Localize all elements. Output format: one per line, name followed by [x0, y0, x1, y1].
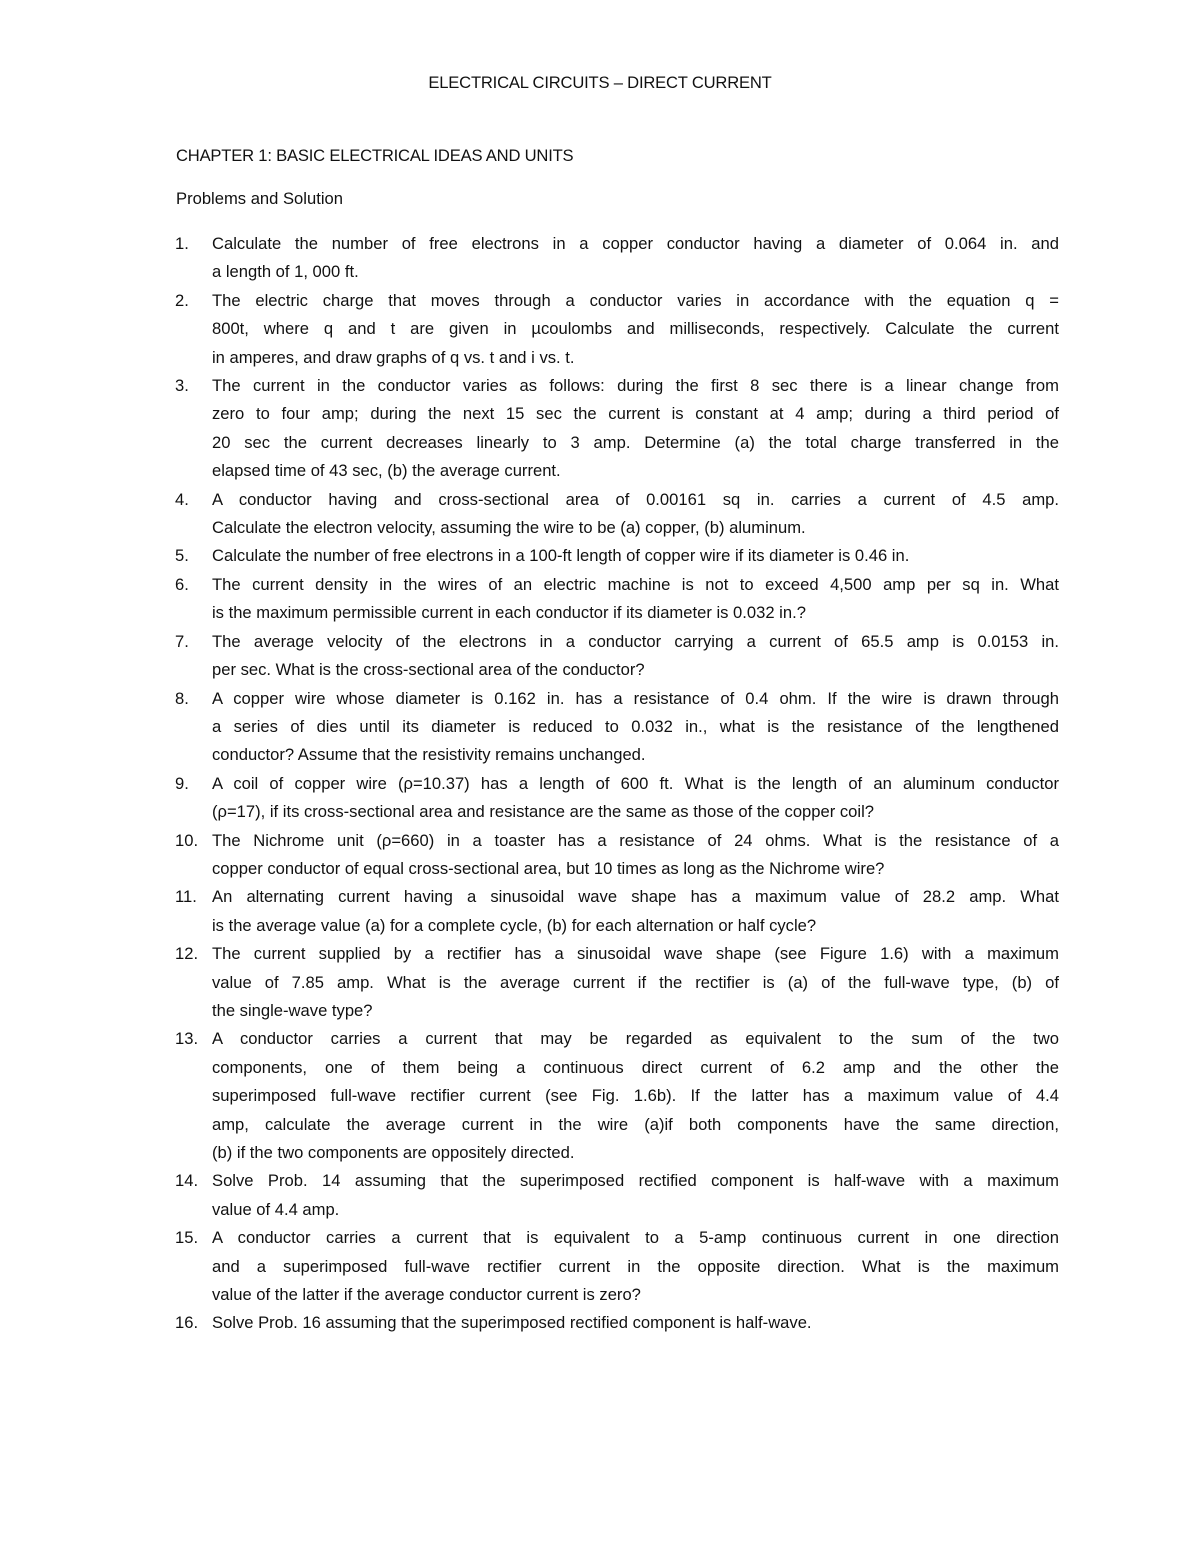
problem-number: 5. — [175, 546, 189, 566]
problem-text-line: The average velocity of the electrons in a conductor carrying a current of 65.5 amp is 0.0153 in. — [212, 631, 1059, 651]
problem-number: 15. — [175, 1228, 199, 1248]
problem-text-line: zero to four amp; during the next 15 sec the current is constant at 4 amp; during a third period of — [212, 404, 1059, 424]
problem-text-line: in amperes, and draw graphs of q vs. t and i vs. t. — [212, 347, 575, 367]
problem-item — [175, 1224, 1059, 1309]
problem-number: 1. — [175, 234, 189, 253]
problem-item — [175, 571, 1059, 628]
problem-number: 9. — [175, 773, 189, 793]
problem-number: 7. — [175, 631, 189, 651]
problem-text-line: A coil of copper wire (ρ=10.37) has a length of 600 ft. What is the length of an aluminum conductor — [212, 773, 1059, 793]
section-subtitle: Problems and Solution — [176, 189, 343, 208]
problem-text-line: A conductor having and cross-sectional area of 0.00161 sq in. carries a current of 4.5 amp. — [212, 489, 1059, 509]
problem-text-line: value of the latter if the average conductor current is zero? — [212, 1285, 641, 1305]
problem-number: 13. — [175, 1029, 199, 1049]
problem-text-line: Calculate the number of free electrons in a copper conductor having a diameter of 0.064 in. and — [212, 234, 1059, 253]
problem-item — [175, 628, 1059, 685]
problem-item — [175, 940, 1059, 1025]
problem-text-line: The current density in the wires of an electric machine is not to exceed 4,500 amp per sq in. What — [212, 574, 1059, 594]
problem-number: 4. — [175, 489, 189, 509]
problem-text-line: Calculate the electron velocity, assuming the wire to be (a) copper, (b) aluminum. — [212, 518, 806, 538]
problem-item — [175, 486, 1059, 543]
problem-text-line: is the maximum permissible current in each conductor if its diameter is 0.032 in.? — [212, 603, 806, 623]
problem-text-line: amp, calculate the average current in the wire (a)if both components have the same direction, — [212, 1114, 1059, 1134]
problem-text-line: a series of dies until its diameter is reduced to 0.032 in., what is the resistance of the lengthened — [212, 716, 1059, 736]
problem-text-line: the single-wave type? — [212, 1000, 373, 1020]
problem-text-line: The electric charge that moves through a conductor varies in accordance with the equation q = — [212, 290, 1059, 310]
problem-item — [175, 1025, 1059, 1167]
problem-text-line: Solve Prob. 16 assuming that the superimposed rectified component is half-wave. — [212, 1313, 812, 1333]
problem-text-line: (b) if the two components are oppositely directed. — [212, 1143, 575, 1162]
problem-number: 3. — [175, 376, 189, 396]
problem-text-line: A conductor carries a current that is equivalent to a 5-amp continuous current in one direction — [212, 1228, 1059, 1248]
problem-number: 16. — [175, 1313, 199, 1333]
problem-number: 6. — [175, 574, 189, 594]
problem-text-line: is the average value (a) for a complete cycle, (b) for each alternation or half cycle? — [212, 915, 817, 935]
problem-text-line: superimposed full-wave rectifier current (see Fig. 1.6b). If the latter has a maximum value of 4.4 — [212, 1086, 1059, 1106]
problem-text-line: The current supplied by a rectifier has a sinusoidal wave shape (see Figure 1.6) with a maximum — [212, 944, 1059, 964]
problem-number: 2. — [175, 290, 189, 310]
problem-text-line: per sec. What is the cross-sectional area of the conductor? — [212, 660, 645, 680]
problem-text-line: The Nichrome unit (ρ=660) in a toaster has a resistance of 24 ohms. What is the resistance of a — [212, 830, 1059, 850]
problem-text-line: conductor? Assume that the resistivity remains unchanged. — [212, 745, 646, 765]
problem-text-line: A conductor carries a current that may be regarded as equivalent to the sum of the two — [212, 1029, 1059, 1049]
problem-text-line: 20 sec the current decreases linearly to 3 amp. Determine (a) the total charge transferred in the — [212, 432, 1059, 452]
problem-number: 8. — [175, 688, 189, 708]
problem-text-line: The current in the conductor varies as follows: during the first 8 sec there is a linear change from — [212, 376, 1059, 396]
problem-text-line: value of 7.85 amp. What is the average current if the rectifier is (a) of the full-wave type, (b) of — [212, 972, 1059, 992]
problem-text-line: An alternating current having a sinusoidal wave shape has a maximum value of 28.2 amp. What — [212, 887, 1059, 907]
problem-item — [175, 287, 1059, 372]
problem-number: 12. — [175, 944, 199, 964]
problem-number: 14. — [175, 1171, 199, 1191]
problem-text-line: A copper wire whose diameter is 0.162 in. has a resistance of 0.4 ohm. If the wire is drawn through — [212, 688, 1059, 708]
problem-item — [175, 542, 1059, 570]
problem-text-line: Calculate the number of free electrons in a 100-ft length of copper wire if its diameter is 0.46 in. — [212, 546, 910, 566]
problem-text-line: Solve Prob. 14 assuming that the superimposed rectified component is half-wave with a maximum — [212, 1171, 1059, 1191]
problem-item — [175, 1167, 1059, 1224]
problem-text-line: value of 4.4 amp. — [212, 1199, 340, 1219]
problem-text-line: components, one of them being a continuous direct current of 6.2 amp and the other the — [212, 1057, 1059, 1077]
document-title: ELECTRICAL CIRCUITS – DIRECT CURRENT — [428, 73, 772, 92]
problem-text-line: and a superimposed full-wave rectifier current in the opposite direction. What is the maximum — [212, 1256, 1059, 1276]
problem-item — [175, 372, 1059, 486]
problem-number: 10. — [175, 830, 199, 850]
problem-item — [175, 1309, 1059, 1337]
problem-item — [175, 770, 1059, 827]
problem-list — [175, 230, 1059, 1338]
problem-text-line: (ρ=17), if its cross-sectional area and resistance are the same as those of the copper coil? — [212, 802, 874, 822]
problem-item — [175, 883, 1059, 940]
problem-item — [175, 685, 1059, 770]
problem-text-line: copper conductor of equal cross-sectional area, but 10 times as long as the Nichrome wire? — [212, 858, 885, 878]
problem-number: 11. — [175, 887, 197, 907]
problem-text-line: a length of 1, 000 ft. — [212, 262, 359, 282]
problem-item — [175, 827, 1059, 884]
problem-text-line: 800t, where q and t are given in µcoulombs and milliseconds, respectively. Calculate the current — [212, 319, 1059, 339]
problem-item — [175, 230, 1059, 287]
chapter-heading: CHAPTER 1: BASIC ELECTRICAL IDEAS AND UNITS — [176, 146, 574, 165]
problem-text-line: elapsed time of 43 sec, (b) the average current. — [212, 461, 561, 481]
